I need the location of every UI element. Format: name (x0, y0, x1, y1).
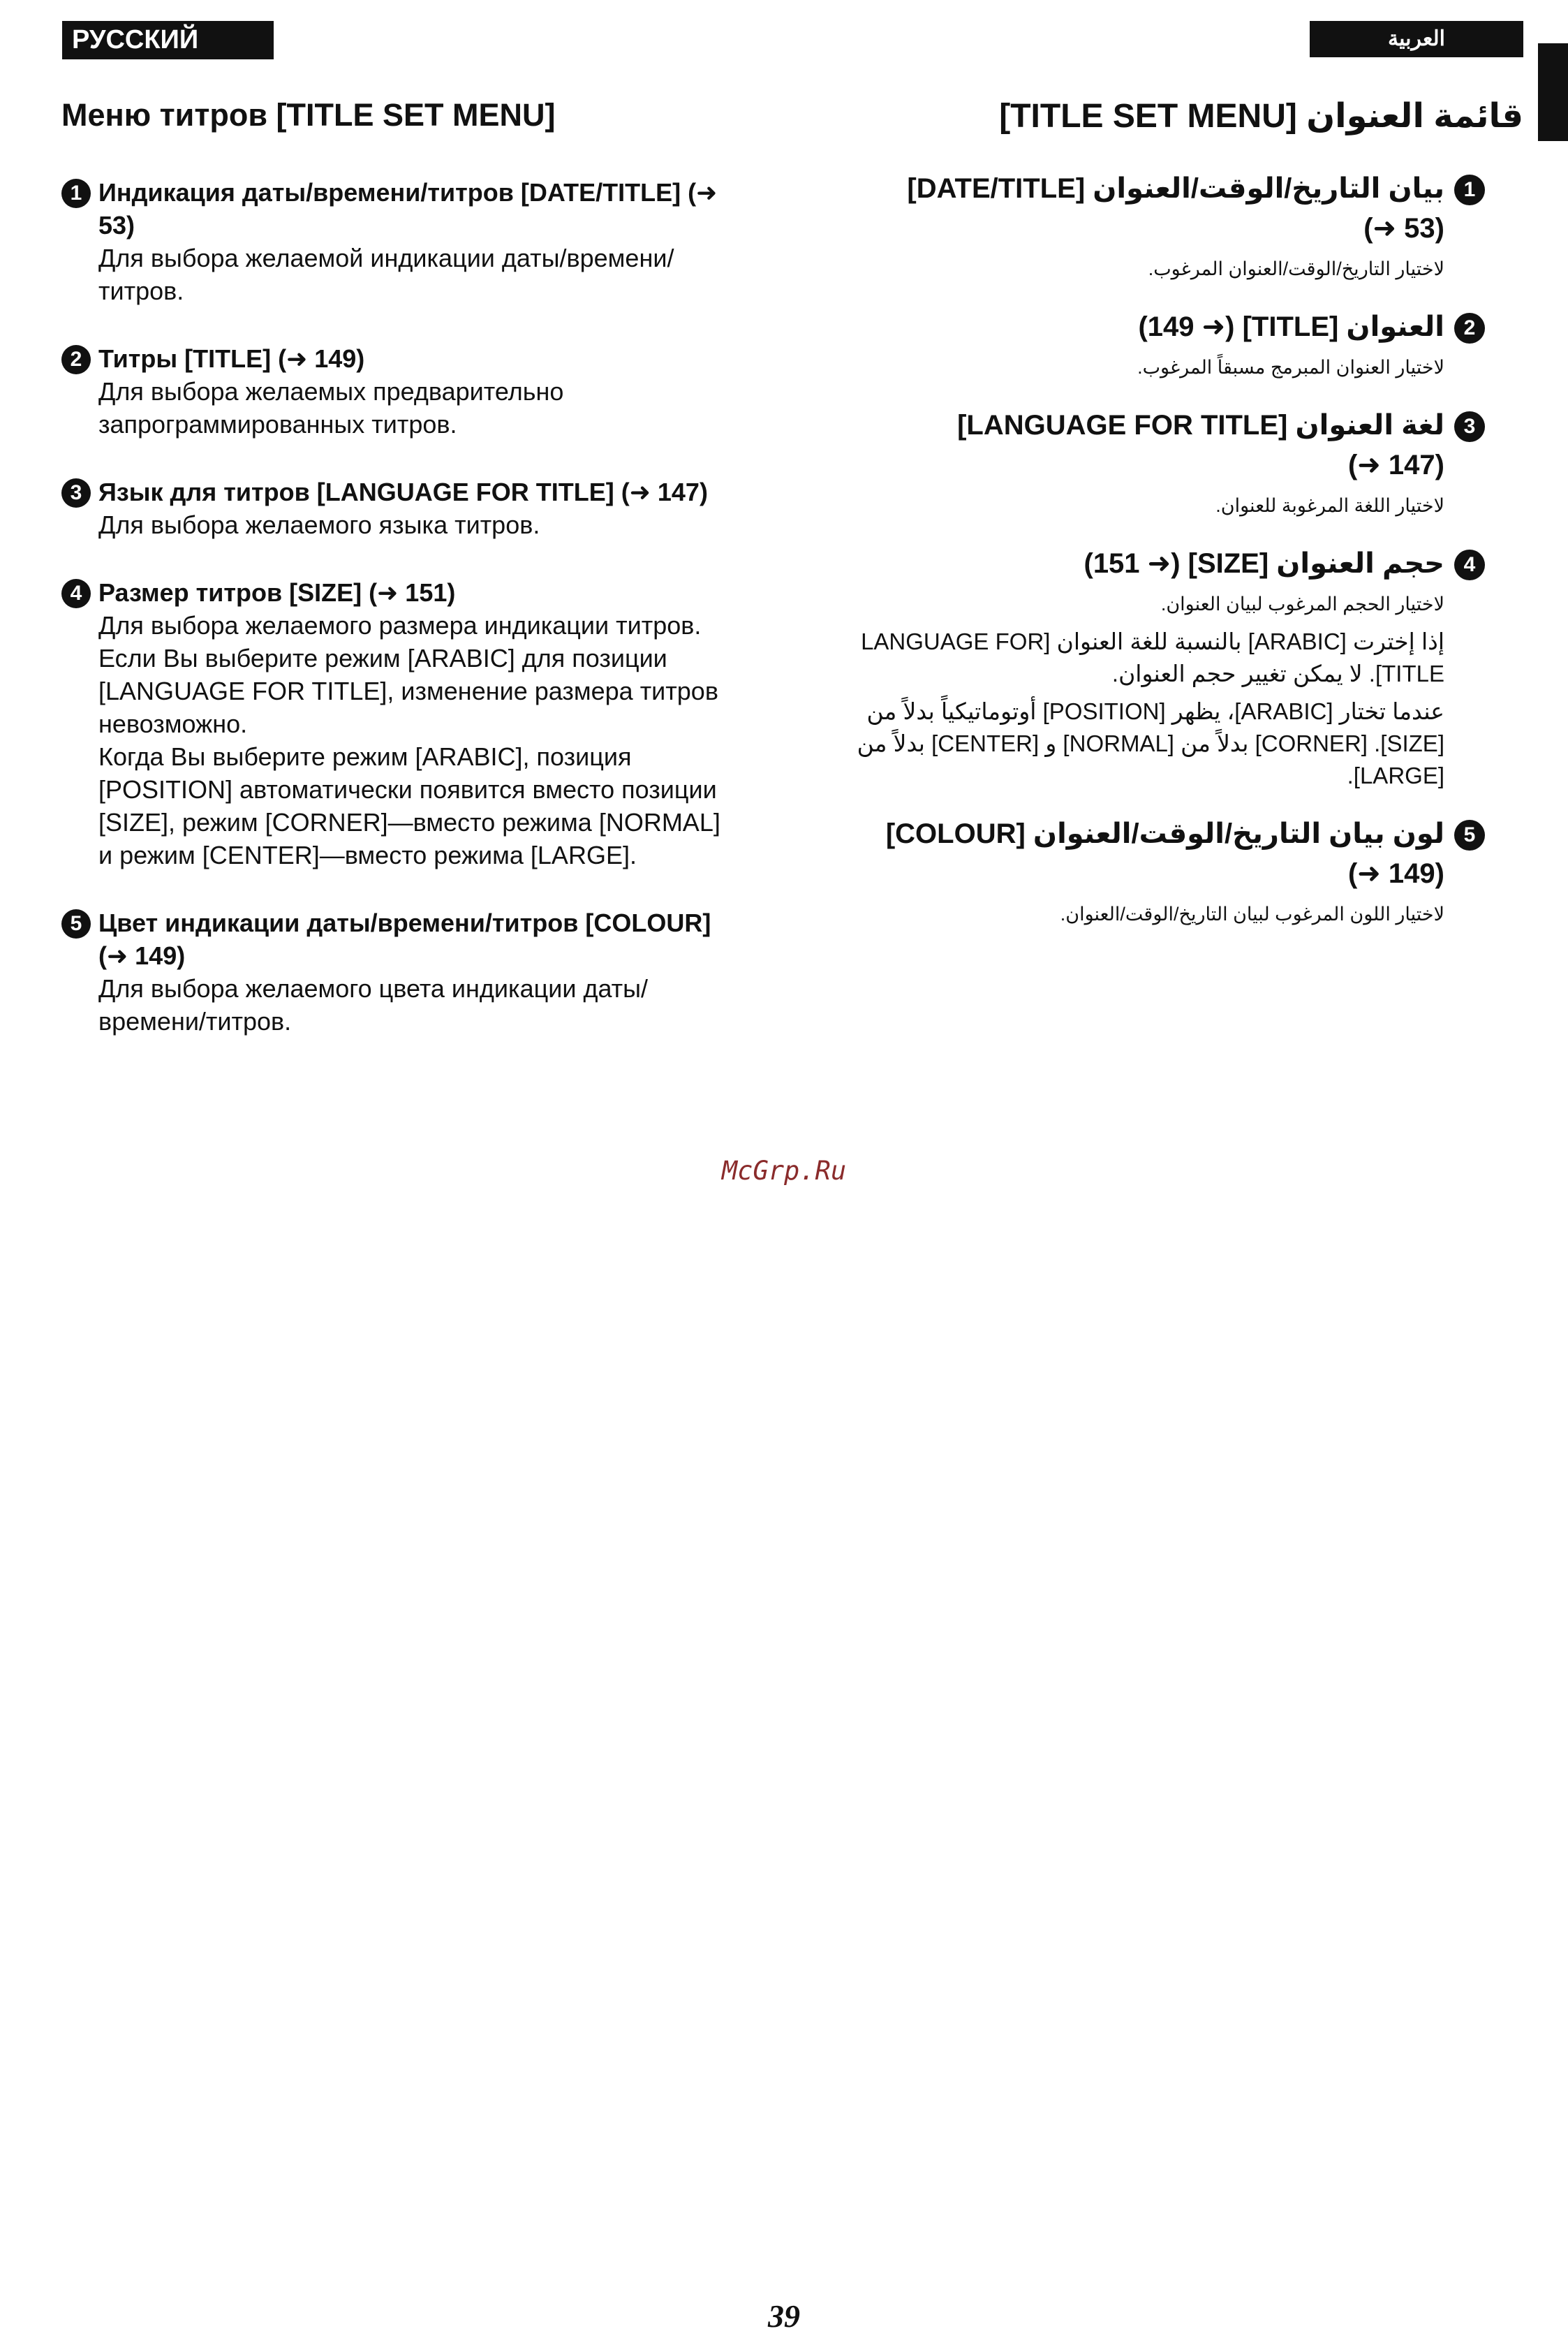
ar-item-size (852, 544, 1485, 792)
item-number-badge: 2 (1454, 313, 1485, 344)
ru-item-language (61, 476, 732, 541)
item-number-badge: 3 (61, 478, 91, 508)
ar-item-page-reference: (➜ 147) (1347, 450, 1444, 480)
ar-item-description: لاختيار الحجم المرغوب لبيان العنوان. (1160, 594, 1444, 615)
ar-item-date-title (852, 169, 1485, 285)
ar-item-language (852, 406, 1485, 522)
ru-item-size (61, 576, 732, 872)
ru-item-description: Для выбора желаемых предварительно запрограммированных титров. (98, 377, 564, 439)
ru-item-heading: Индикация даты/времени/титров [DATE/TITLE] (➜ 53) (98, 178, 718, 240)
ru-item-description: Для выбора желаемого языка титров. (98, 510, 540, 539)
ru-item-title (61, 342, 732, 441)
ru-item-heading: Титры [TITLE] (➜ 149) (98, 344, 365, 373)
ar-item-colour (852, 814, 1485, 930)
item-number-badge: 2 (61, 345, 91, 374)
ru-item-description: Для выбора желаемого размера индикации титров. (98, 611, 702, 640)
ar-item-heading: لغة العنوان [LANGUAGE FOR TITLE] (957, 410, 1444, 441)
item-number-badge: 5 (61, 909, 91, 939)
ar-item-title (852, 307, 1485, 383)
ar-item-description: لاختيار اللون المرغوب لبيان التاريخ/الوقت/العنوان. (1060, 904, 1444, 925)
watermark: McGrp.Ru (721, 1156, 847, 1186)
ar-item-description: لاختيار اللغة المرغوبة للعنوان. (1215, 495, 1444, 516)
item-number-badge: 1 (61, 179, 91, 208)
language-tag-russian: РУССКИЙ ЯЗЫК (62, 21, 274, 59)
ar-item-description: لاختيار التاريخ/الوقت/العنوان المرغوب. (1148, 258, 1444, 279)
ru-item-heading: Размер титров [SIZE] (➜ 151) (98, 578, 456, 607)
ar-item-note: إذا إخترت [ARABIC] بالنسبة للغة العنوان [LANGUAGE FOR TITLE]. لا يمكن تغيير حجم العنوان. (861, 629, 1444, 686)
ru-item-colour (61, 906, 732, 1038)
page-number: 39 (768, 2298, 800, 2334)
item-number-badge: 3 (1454, 411, 1485, 442)
item-number-badge: 5 (1454, 820, 1485, 851)
ar-item-description: لاختيار العنوان المبرمج مسبقاً المرغوب. (1137, 357, 1444, 378)
ar-item-page-reference: (➜ 53) (1363, 213, 1444, 244)
ar-item-note: عندما تختار [ARABIC]، يظهر [POSITION] أوتوماتيكياً بدلاً من [SIZE]. [CORNER] بدلاً من [NORMAL] و [CENTER] بدلاً من [LARGE]. (857, 698, 1444, 788)
ar-item-heading: بيان التاريخ/الوقت/العنوان [DATE/TITLE] (907, 173, 1444, 204)
ar-page-title: قائمة العنوان [TITLE SET MENU] (999, 98, 1523, 135)
ru-item-note: Когда Вы выберите режим [ARABIC], позиция [POSITION] автоматически появится вместо позиции [SIZE], режим [CORNER]—вместо режима [NORMAL] и режим [CENTER]—вместо режима [LARGE]. (98, 742, 720, 869)
ru-page-title: Меню титров [TITLE SET MENU] (61, 97, 556, 133)
ar-item-heading: العنوان [TITLE] (➜ 149) (1138, 311, 1444, 342)
arabic-column (852, 95, 1523, 953)
item-number-badge: 1 (1454, 175, 1485, 205)
section-edge-marker (1538, 43, 1568, 141)
russian-column (61, 95, 732, 1073)
item-number-badge: 4 (61, 579, 91, 608)
ru-item-description: Для выбора желаемой индикации даты/времени/ титров. (98, 244, 674, 305)
ru-item-heading: Цвет индикации даты/времени/титров [COLOUR] (➜ 149) (98, 909, 711, 970)
language-tag-arabic: العربية (1310, 21, 1523, 57)
ar-item-heading: حجم العنوان [SIZE] (➜ 151) (1083, 548, 1444, 579)
item-number-badge: 4 (1454, 550, 1485, 580)
ru-item-heading: Язык для титров [LANGUAGE FOR TITLE] (➜ 147) (98, 478, 708, 506)
ru-item-note: Если Вы выберите режим [ARABIC] для позиции [LANGUAGE FOR TITLE], изменение размера титров невозможно. (98, 644, 718, 738)
ar-item-page-reference: (➜ 149) (1347, 858, 1444, 889)
ar-item-heading: لون بيان التاريخ/الوقت/العنوان [COLOUR] (885, 818, 1444, 849)
ru-item-description: Для выбора желаемого цвета индикации даты/ времени/титров. (98, 974, 649, 1036)
ru-item-date-title (61, 176, 732, 307)
